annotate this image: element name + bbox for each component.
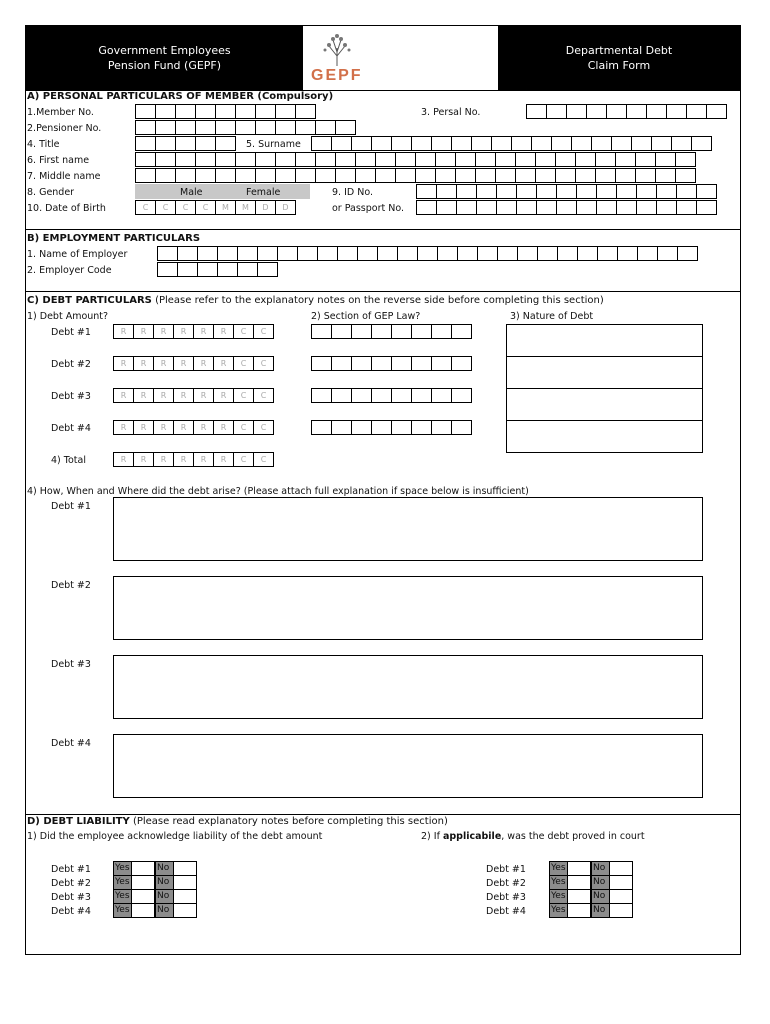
how-when-label: 4) How, When and Where did the debt arise? (Please attach full explanation if space below is insufficient) <box>27 486 529 497</box>
passport-field[interactable] <box>416 200 717 215</box>
debt3-section[interactable] <box>311 388 472 403</box>
q1-debt2-yesno[interactable]: Yes No <box>113 875 197 890</box>
debt1-amount[interactable]: R R R R R R C C <box>113 324 274 339</box>
dob-label: 10. Date of Birth <box>27 203 106 214</box>
explain-debt2-label: Debt #2 <box>51 580 91 591</box>
section-a-title: A) PERSONAL PARTICULARS OF MEMBER (Compulsory) <box>27 91 334 102</box>
debt4-amount[interactable]: R R R R R R C C <box>113 420 274 435</box>
debt3-nature[interactable] <box>506 388 703 421</box>
q1-debt4-yesno[interactable]: Yes No <box>113 903 197 918</box>
id-no-label: 9. ID No. <box>332 187 373 198</box>
section-law-label: 2) Section of GEP Law? <box>311 311 421 322</box>
q2-debt3-label: Debt #3 <box>486 892 526 903</box>
debt2-label: Debt #2 <box>51 359 91 370</box>
employer-code-label: 2. Employer Code <box>27 265 112 276</box>
q1-debt2-label: Debt #2 <box>51 878 91 889</box>
debt3-label: Debt #3 <box>51 391 91 402</box>
debt2-nature[interactable] <box>506 356 703 389</box>
surname-field[interactable] <box>311 136 712 151</box>
debt1-nature[interactable] <box>506 324 703 357</box>
section-d-title: D) DEBT LIABILITY (Please read explanatory notes before completing this section) <box>27 816 448 827</box>
nature-label: 3) Nature of Debt <box>510 311 594 322</box>
debt3-amount[interactable]: R R R R R R C C <box>113 388 274 403</box>
explain-debt4-label: Debt #4 <box>51 738 91 749</box>
q1-debt1-label: Debt #1 <box>51 864 91 875</box>
q2-debt4-label: Debt #4 <box>486 906 526 917</box>
total-label: 4) Total <box>51 455 86 466</box>
middle-name-label: 7. Middle name <box>27 171 101 182</box>
section-b-title: B) EMPLOYMENT PARTICULARS <box>27 233 201 244</box>
section-c-title: C) DEBT PARTICULARS (Please refer to the explanatory notes on the reverse side before completing this section) <box>27 295 604 306</box>
q2-debt1-yesno[interactable]: Yes No <box>549 861 633 876</box>
persal-no-label: 3. Persal No. <box>421 107 481 118</box>
header-right <box>498 26 740 90</box>
header-right-line2: Claim Form <box>587 59 651 72</box>
total-amount[interactable]: R R R R R R C C <box>113 452 274 467</box>
employer-name-label: 1. Name of Employer <box>27 249 128 260</box>
explain-debt2[interactable] <box>113 576 703 640</box>
q1-debt4-label: Debt #4 <box>51 906 91 917</box>
header-left-line1: Government Employees <box>98 44 231 57</box>
employer-code-field[interactable] <box>157 262 278 277</box>
title-label: 4. Title <box>27 139 60 150</box>
member-no-label: 1.Member No. <box>27 107 94 118</box>
header-left <box>26 26 303 90</box>
first-name-field[interactable] <box>135 152 696 167</box>
gender-label: 8. Gender <box>27 187 75 198</box>
debt1-section[interactable] <box>311 324 472 339</box>
pensioner-no-field[interactable] <box>135 120 356 135</box>
q2-label: 2) If applicabile, was the debt proved in court <box>421 831 645 842</box>
title-field[interactable] <box>135 136 236 151</box>
explain-debt1-label: Debt #1 <box>51 501 91 512</box>
employer-name-field[interactable] <box>157 246 698 261</box>
persal-no-field[interactable] <box>526 104 727 119</box>
debt4-label: Debt #4 <box>51 423 91 434</box>
member-no-field[interactable] <box>135 104 316 119</box>
q2-debt2-yesno[interactable]: Yes No <box>549 875 633 890</box>
header-right-line1: Departmental Debt <box>565 44 673 57</box>
debt4-nature[interactable] <box>506 420 703 453</box>
logo-icon <box>303 26 498 90</box>
surname-label: 5. Surname <box>246 139 301 150</box>
explain-debt3[interactable] <box>113 655 703 719</box>
first-name-label: 6. First name <box>27 155 90 166</box>
dob-field[interactable]: C C C C M M D D <box>135 200 296 215</box>
explain-debt3-label: Debt #3 <box>51 659 91 670</box>
gepf-logo <box>303 26 498 90</box>
logo-text: GEPF <box>311 67 363 84</box>
q1-debt3-yesno[interactable]: Yes No <box>113 889 197 904</box>
id-no-field[interactable] <box>416 184 717 199</box>
q1-debt3-label: Debt #3 <box>51 892 91 903</box>
explain-debt1[interactable] <box>113 497 703 561</box>
q1-label: 1) Did the employee acknowledge liability of the debt amount <box>27 831 323 842</box>
gender-field[interactable] <box>135 184 310 199</box>
explain-debt4[interactable] <box>113 734 703 798</box>
claim-form <box>25 25 741 955</box>
q2-debt4-yesno[interactable]: Yes No <box>549 903 633 918</box>
debt4-section[interactable] <box>311 420 472 435</box>
gender-male[interactable]: Male <box>180 187 203 198</box>
middle-name-field[interactable] <box>135 168 696 183</box>
q2-debt1-label: Debt #1 <box>486 864 526 875</box>
debt2-amount[interactable]: R R R R R R C C <box>113 356 274 371</box>
gender-female[interactable]: Female <box>246 187 281 198</box>
debt-amount-label: 1) Debt Amount? <box>27 311 109 322</box>
q1-debt1-yesno[interactable]: Yes No <box>113 861 197 876</box>
q2-debt2-label: Debt #2 <box>486 878 526 889</box>
debt2-section[interactable] <box>311 356 472 371</box>
q2-debt3-yesno[interactable]: Yes No <box>549 889 633 904</box>
pensioner-no-label: 2.Pensioner No. <box>27 123 102 134</box>
passport-label: or Passport No. <box>332 203 405 214</box>
debt1-label: Debt #1 <box>51 327 91 338</box>
header-left-line2: Pension Fund (GEPF) <box>107 59 222 72</box>
